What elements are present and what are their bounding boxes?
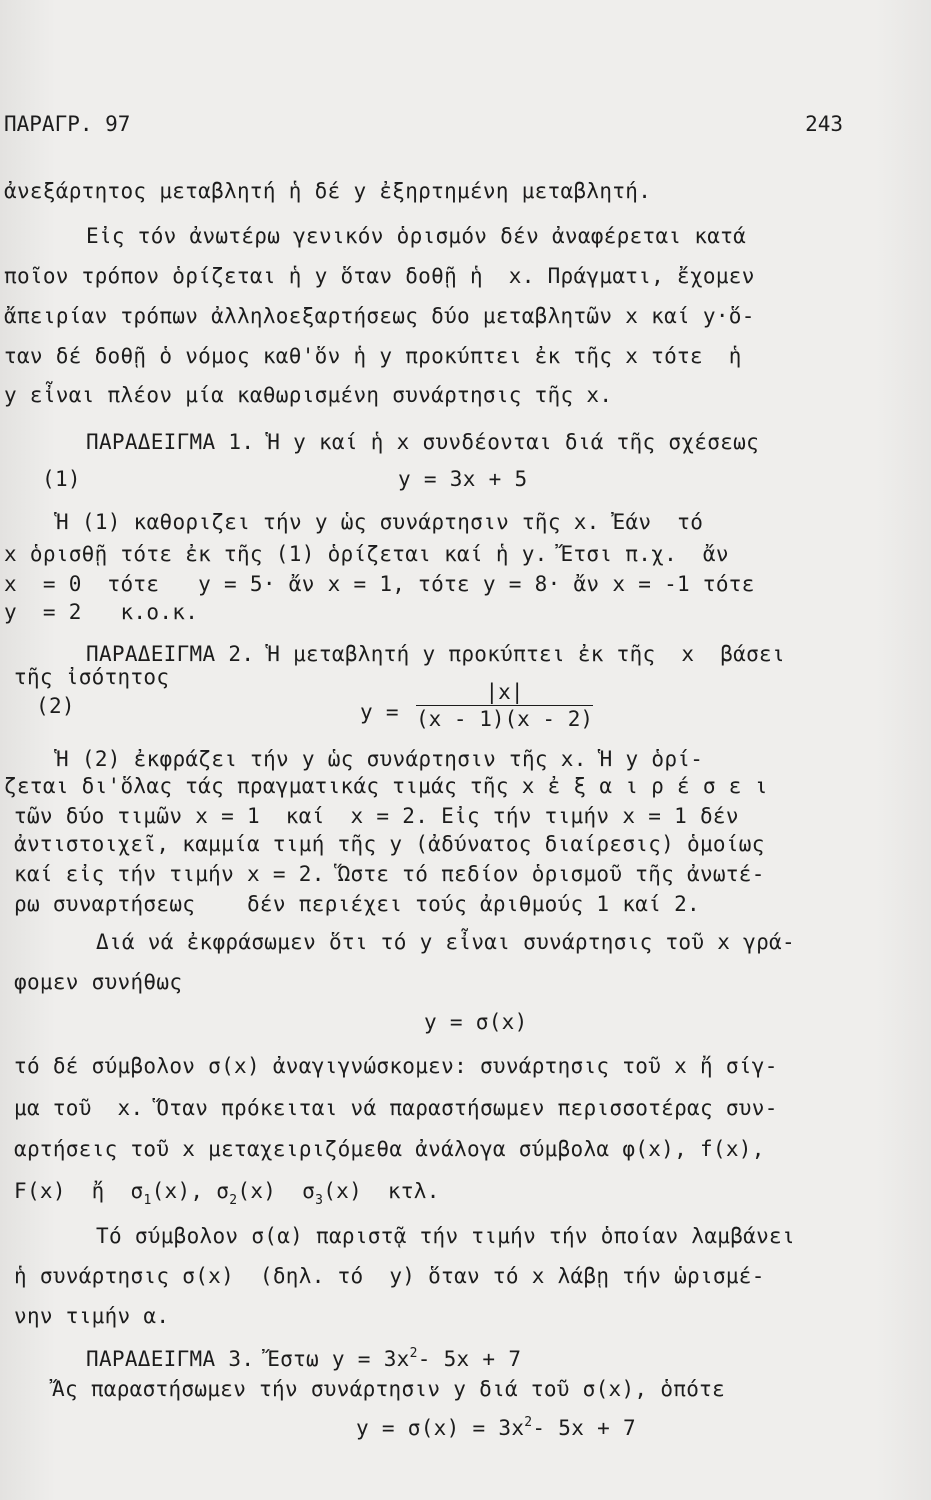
equation	[356, 1414, 636, 1446]
text-line: Ἡ (2) ἐκφράζει τήν y ὡς συνάρτησιν τῆς x. Ἡ y ὁρί-	[56, 747, 704, 771]
text-line: Εἰς τόν ἀνωτέρω γενικόν ὁρισμόν δέν ἀναφέρεται κατά	[86, 224, 747, 248]
text-line: ταν δέ δοθῇ ὁ νόμος καθ'ὅν ἡ y προκύπτει ἐκ τῆς x τότε ἡ	[4, 344, 742, 368]
text-line: Τό σύμβολον σ(α) παριστᾷ τήν τιμήν τήν ὁποίαν λαμβάνει	[96, 1224, 795, 1248]
fraction-denominator: (x - 1)(x - 2)	[416, 707, 594, 731]
subscript: 3	[315, 1193, 324, 1208]
equation: y = 3x + 5	[398, 467, 528, 491]
equation-number: (2)	[36, 694, 75, 718]
text-line: x ὁρισθῇ τότε ἐκ τῆς (1) ὁρίζεται καί ἡ y. Ἔτσι π.χ. ἄν	[4, 542, 729, 566]
text-line: καί εἰς τήν τιμήν x = 2. Ὥστε τό πεδίον ὁρισμοῦ τῆς ἀνωτέ-	[14, 862, 765, 886]
equation-lhs: y =	[360, 700, 399, 724]
superscript: 2	[409, 1346, 418, 1361]
text-line: x = 0 τότε y = 5· ἄν x = 1, τότε y = 8· ἄν x = -1 τότε	[4, 572, 755, 596]
fraction-numerator: |x|	[416, 680, 593, 706]
text-fragment: (x), σ	[151, 1179, 230, 1203]
example-1-heading: ΠΑΡΑΔΕΙΓΜΑ 1. Ἡ y καί ἡ x συνδέονται διά τῆς σχέσεως	[86, 430, 760, 454]
text-line: y εἶναι πλέον μία καθωρισμένη συνάρτησις τῆς x.	[4, 383, 613, 407]
text-line: Διά νά ἐκφράσωμεν ὅτι τό y εἶναι συνάρτησις τοῦ x γρά-	[96, 930, 795, 954]
text-line: y = 2 κ.ο.κ.	[4, 600, 199, 624]
text-fragment: - 5x + 7	[417, 1347, 522, 1371]
text-line: τῆς ἰσότητος	[14, 665, 170, 689]
text-line: ρω συναρτήσεως δέν περιέχει τούς ἀριθμούς 1 καί 2.	[14, 892, 700, 916]
text-line: τῶν δύο τιμῶν x = 1 καί x = 2. Εἰς τήν τιμήν x = 1 δέν	[14, 804, 739, 828]
example-3-heading	[86, 1345, 521, 1377]
text-line: νην τιμήν α.	[14, 1304, 170, 1328]
page-header	[0, 112, 931, 142]
equation-number: (1)	[42, 467, 81, 491]
text-line: ἀνεξάρτητος μεταβλητή ἡ δέ y ἐξηρτημένη μεταβλητή.	[4, 179, 652, 203]
example-2-heading: ΠΑΡΑΔΕΙΓΜΑ 2. Ἡ μεταβλητή y προκύπτει ἐκ τῆς x βάσει	[86, 642, 785, 666]
text-line: ζεται δι'ὅλας τάς πραγματικάς τιμάς τῆς x ἐ ξ α ι ρ έ σ ε ι	[4, 774, 768, 798]
text-line: φομεν συνήθως	[14, 970, 183, 994]
text-fragment: (x) σ	[237, 1179, 316, 1203]
text-fragment: (x) κτλ.	[323, 1179, 440, 1203]
text-line: ἡ συνάρτησις σ(x) (δηλ. τό y) ὅταν τό x λάβῃ τήν ὡρισμέ-	[14, 1264, 765, 1288]
equation: y = σ(x)	[424, 1010, 528, 1034]
text-fragment: ΠΑΡΑΔΕΙΓΜΑ 3. Ἔστω y = 3x	[86, 1347, 410, 1371]
text-line: Ἡ (1) καθοριζει τήν y ὡς συνάρτησιν τῆς x. Ἐάν τό	[56, 510, 704, 534]
text-line: τό δέ σύμβολον σ(x) ἀναγιγνώσκομεν: συνάρτησις τοῦ x ἤ σίγ-	[14, 1054, 778, 1078]
text-line: αρτήσεις τοῦ x μεταχειριζόμεθα ἀνάλογα σύμβολα φ(x), f(x),	[14, 1137, 765, 1161]
fraction	[416, 680, 593, 731]
text-line: μα τοῦ x. Ὅταν πρόκειται νά παραστήσωμεν περισσοτέρας συν-	[14, 1096, 778, 1120]
text-line: ἄπειρίαν τρόπων ἀλληλοεξαρτήσεως δύο μεταβλητῶν x καί y·ὅ-	[4, 304, 755, 328]
subscript: 1	[143, 1193, 152, 1208]
text-line: ποῖον τρόπον ὁρίζεται ἡ y ὅταν δοθῇ ἡ x. Πράγματι, ἔχομεν	[4, 264, 755, 288]
text-fragment: y = σ(x) = 3x	[356, 1416, 525, 1440]
section-label: ΠΑΡΑΓΡ. 97	[4, 112, 131, 136]
subscript: 2	[229, 1193, 238, 1208]
text-line: Ἄς παραστήσωμεν τήν συνάρτησιν y διά τοῦ σ(x), ὁπότε	[52, 1377, 726, 1401]
text-line	[14, 1177, 440, 1209]
text-fragment: - 5x + 7	[532, 1416, 636, 1440]
superscript: 2	[524, 1415, 533, 1430]
text-line: ἀντιστοιχεῖ, καμμία τιμή τῆς y (ἀδύνατος διαίρεσις) ὁμοίως	[14, 832, 765, 856]
text-fragment: F(x) ἤ σ	[14, 1179, 144, 1203]
page-number: 243	[805, 112, 843, 136]
